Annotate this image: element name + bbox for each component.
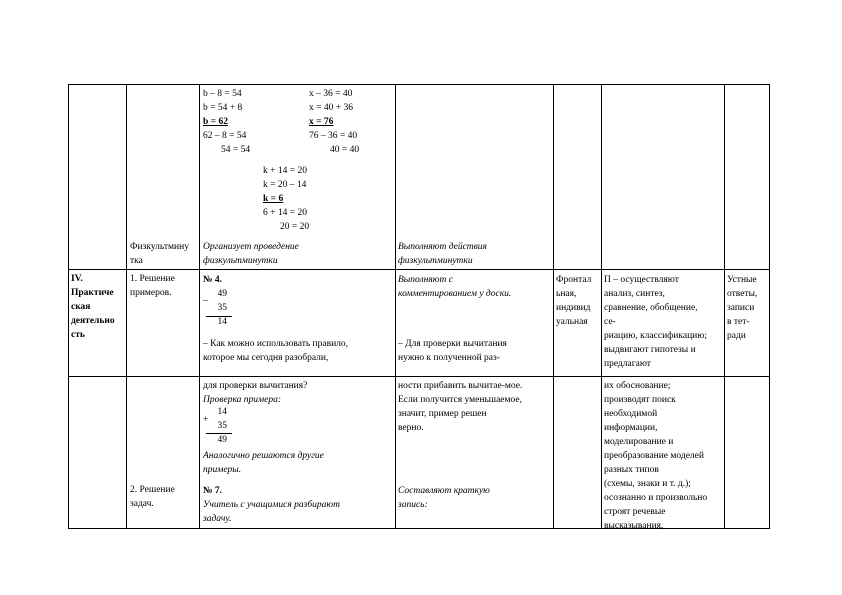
row3-stage-line1: 2. Решение — [130, 485, 175, 495]
row1-bottom-border — [68, 269, 770, 270]
row2-stage-line1: 1. Решение — [130, 274, 175, 284]
task-number-4: № 4. — [203, 275, 223, 285]
uud-line7: предлагают — [604, 359, 651, 369]
column-sign-minus: – — [203, 296, 208, 306]
control-line5: ради — [727, 331, 746, 341]
analog-line2: примеры. — [203, 465, 242, 475]
col-sub-minuend: 49 — [217, 289, 227, 299]
teacher-task-line2: задачу. — [203, 514, 232, 524]
col-border-0 — [68, 84, 69, 529]
eq-b-3: b = 62 — [203, 117, 228, 127]
eq-k-4: 6 + 14 = 20 — [263, 208, 307, 218]
stage-num-line3: ская — [71, 302, 91, 312]
col-sub-subtrahend: 35 — [217, 303, 227, 313]
stage-num-line1: IV. — [71, 274, 83, 284]
row2-control — [727, 273, 757, 343]
eq-b-2: b = 54 + 8 — [203, 103, 243, 113]
row1-students-line1: Выполняют действия — [398, 242, 487, 252]
equations-b — [203, 87, 250, 157]
control-line3: записи — [727, 303, 755, 313]
r3-uud-line10: строят речевые — [604, 507, 666, 517]
row2-form — [556, 273, 591, 329]
eq-b-1: b – 8 = 54 — [203, 89, 242, 99]
eq-k-3: k = 6 — [263, 194, 284, 204]
eq-b-4: 62 – 8 = 54 — [203, 131, 247, 141]
row2-students-line1: Выполняют с — [398, 275, 453, 285]
row1-teacher-line1: Организует проведение — [203, 242, 299, 252]
column-addition — [213, 405, 227, 447]
row1-top-border — [68, 84, 770, 85]
control-line4: в тет- — [727, 317, 750, 327]
row1-teacher-line2: физкультминутки — [203, 256, 278, 266]
col-add-term2: 35 — [217, 421, 227, 431]
task-number-7: № 7. — [203, 486, 223, 496]
uud-line2: анализ, синтез, — [604, 289, 665, 299]
teacher-task-line1: Учитель с учащимися разбирают — [203, 500, 340, 510]
uud-line1: П – осуществляют — [604, 275, 679, 285]
col-border-6 — [724, 84, 725, 529]
row2-students-ans-line2: нужно к полученной раз- — [398, 353, 500, 363]
row2-stage-num — [71, 272, 115, 342]
eq-x-2: x = 40 + 36 — [309, 103, 353, 113]
r3-uud-line5: моделирование и — [604, 437, 674, 447]
row2-students-answer — [398, 337, 507, 365]
form-line1: Фронтал — [556, 275, 592, 285]
row1-students — [398, 240, 487, 268]
r3-uud-line7: разных типов — [604, 465, 659, 475]
col-border-4 — [553, 84, 554, 529]
col-border-2 — [199, 84, 200, 529]
uud-line5: риацию, классификацию; — [604, 331, 707, 341]
row2-students — [398, 273, 511, 301]
eq-x-5: 40 = 40 — [330, 145, 360, 155]
stage-num-line4: деятельно — [71, 316, 115, 326]
row2-teacher-q-line1: – Как можно использовать правило, — [203, 339, 349, 349]
eq-k-1: k + 14 = 20 — [263, 166, 307, 176]
row2-students-line2: комментированием у доски. — [398, 289, 512, 299]
row1-students-line2: физкультминутки — [398, 256, 473, 266]
column-sign-plus: + — [203, 415, 209, 425]
row2-stage — [130, 272, 175, 300]
r3-uud-line11: высказывания, — [604, 521, 664, 531]
row3-students-line2: Если получится уменьшаемое, — [398, 395, 522, 405]
form-line4: уальная — [556, 317, 588, 327]
column-add-line — [206, 433, 232, 434]
r3-uud-line1: их обоснование; — [604, 381, 671, 391]
row2-uud — [604, 273, 707, 371]
row3-students-rec-line1: Составляют краткую — [398, 486, 490, 496]
r3-uud-line4: информации, — [604, 423, 658, 433]
col-add-term1: 14 — [217, 407, 227, 417]
row3-students-line4: верно. — [398, 423, 424, 433]
control-line2: ответы, — [727, 289, 758, 299]
uud-line6: выдвигают гипотезы и — [604, 345, 696, 355]
col-border-5 — [601, 84, 602, 529]
column-sub-line — [206, 316, 232, 317]
check-label: Проверка примера: — [203, 395, 281, 405]
eq-x-3: x = 76 — [309, 117, 334, 127]
r3-uud-line2: производят поиск — [604, 395, 676, 405]
row2-stage-line2: примеров. — [130, 288, 172, 298]
col-border-7 — [769, 84, 770, 529]
r3-uud-line6: преобразование моделей — [604, 451, 704, 461]
row3-students-line3: значит, пример решен — [398, 409, 487, 419]
column-subtraction — [213, 287, 227, 329]
eq-k-5: 20 = 20 — [280, 222, 310, 232]
row3-students-record — [398, 484, 490, 512]
form-line2: ьная, — [556, 289, 577, 299]
eq-x-1: x – 36 = 40 — [309, 89, 353, 99]
col-add-sum: 49 — [217, 435, 227, 445]
row3-stage — [130, 483, 175, 511]
stage-num-line2: Практиче — [71, 288, 114, 298]
eq-x-4: 76 – 36 = 40 — [309, 131, 358, 141]
col-border-1 — [126, 84, 127, 529]
col-border-3 — [395, 84, 396, 529]
row2-teacher-question — [203, 337, 348, 365]
row3-stage-line2: задач. — [130, 499, 154, 509]
eq-b-5: 54 = 54 — [221, 145, 251, 155]
row3-analog — [203, 449, 324, 477]
form-line3: индивид — [556, 303, 591, 313]
row3-students-line1: ности прибавить вычитае-мое. — [398, 381, 523, 391]
row1-stage — [130, 240, 189, 268]
r3-uud-line8: (схемы, знаки и т. д.); — [604, 479, 691, 489]
row3-students-rec-line2: запись: — [398, 500, 428, 510]
equations-k — [263, 164, 309, 234]
stage-num-line5: сть — [71, 330, 85, 340]
row1-stage-line1: Физкультмину — [130, 242, 189, 252]
col-sub-result: 14 — [217, 317, 227, 327]
uud-line4: се- — [604, 317, 616, 327]
uud-line3: сравнение, обобщение, — [604, 303, 698, 313]
row3-teacher-task — [203, 498, 340, 526]
row1-teacher — [203, 240, 299, 268]
analog-line1: Аналогично решаются другие — [203, 451, 324, 461]
r3-uud-line9: осознанно и произвольно — [604, 493, 708, 503]
eq-k-2: k = 20 – 14 — [263, 180, 307, 190]
row2-students-ans-line1: – Для проверки вычитания — [398, 339, 507, 349]
equations-x — [309, 87, 359, 157]
row3-students — [398, 379, 522, 435]
row3-uud — [604, 379, 707, 533]
row3-teacher-question: для проверки вычитания? — [203, 381, 308, 391]
control-line1: Устные — [727, 275, 757, 285]
r3-uud-line3: необходимой — [604, 409, 658, 419]
row2-teacher-q-line2: которое мы сегодня разобрали, — [203, 353, 329, 363]
row2-bottom-border — [68, 376, 770, 377]
row1-stage-line2: тка — [130, 256, 143, 266]
